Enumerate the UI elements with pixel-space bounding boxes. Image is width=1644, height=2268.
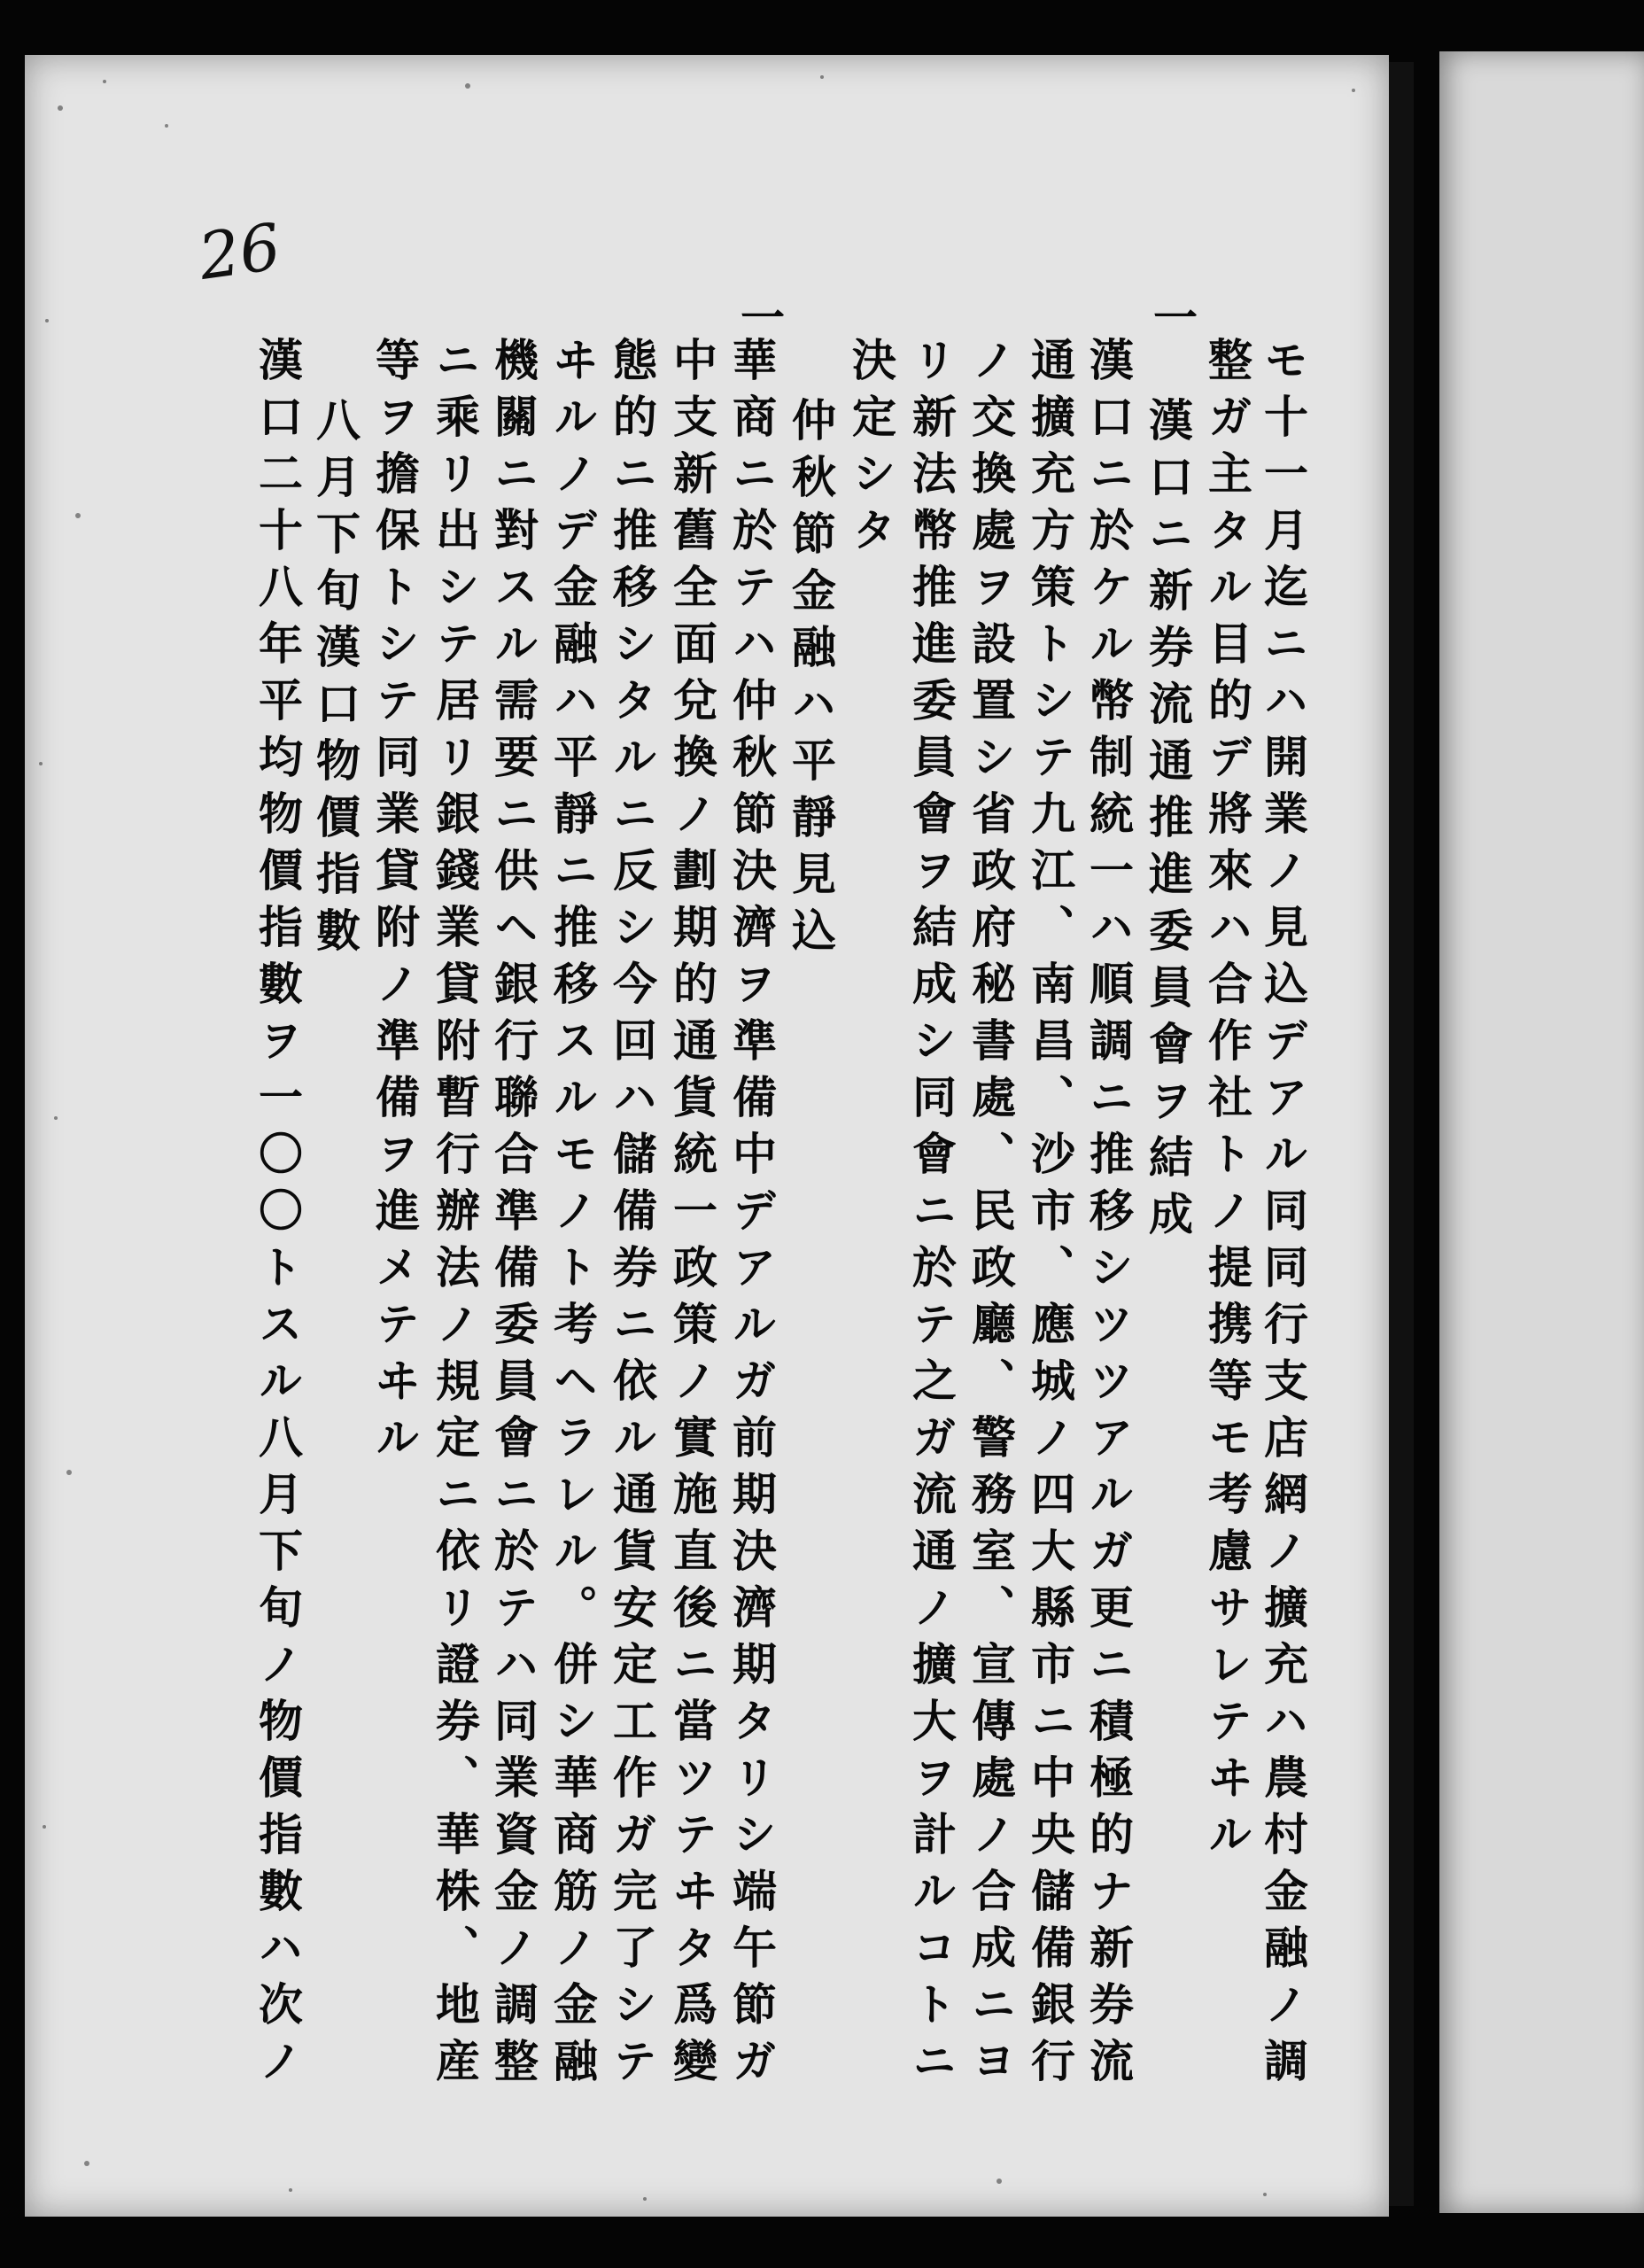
text-column: ヰルノデ金融ハ平靜ニ推移スルモノト考ヘラレル。併シ華商筋ノ金融: [547, 337, 599, 2094]
text-column: ノ交換處ヲ設置シ省政府秘書處、民政廳、警務室、宣傳處ノ合成ニヨ: [965, 337, 1017, 2094]
text-column: 漢口二十八年平均物價指數ヲ一〇〇トスル八月下旬ノ物價指數ハ次ノ: [252, 337, 304, 2094]
text-column: 機關ニ對スル需要ニ供ヘ銀行聯合準備委員會ニ於テハ同業資金ノ調整: [487, 337, 539, 2094]
text-column: 仲秋節金融ハ平靜見込: [785, 397, 837, 964]
page-gutter: [1389, 62, 1414, 2206]
section-marker: 一: [733, 294, 786, 351]
text-column: 漢口ニ於ケル幣制統一ハ順調ニ推移シツツアルガ更ニ積極的ナ新券流: [1082, 337, 1135, 2094]
text-column: 整ガ主タル目的デ將來ハ合作社トノ提携等モ考慮サレテヰル: [1201, 337, 1253, 1868]
section-marker: 一: [1146, 294, 1198, 351]
text-column: 漢口ニ新券流通推進委員會ヲ結成: [1142, 397, 1194, 1247]
text-column: 八月下旬漢口物價指數: [309, 397, 361, 964]
text-column: ニ乘リ出シテ居リ銀錢業貸附暫行辦法ノ規定ニ依リ證券、華株、地産: [429, 337, 481, 2094]
text-column: モ十一月迄ニハ開業ノ見込デアル同同行支店網ノ擴充ハ農村金融ノ調: [1257, 337, 1309, 2094]
text-column: 決定シタ: [845, 337, 897, 563]
text-column: 中支新舊全面兌換ノ劃期的通貨統一政策ノ實施直後ニ當ツテヰタ爲變: [666, 337, 718, 2094]
text-column: 等ヲ擔保トシテ同業貸附ノ準備ヲ進メテヰル: [368, 337, 421, 1471]
text-column: 態的ニ推移シタルニ反シ今回ハ儲備券ニ依ル通貨安定工作ガ完了シテ: [606, 337, 658, 2094]
text-column: リ新法幣推進委員會ヲ結成シ同會ニ於テ之ガ流通ノ擴大ヲ計ルコトニ: [905, 337, 958, 2094]
text-column: 華商ニ於テハ仲秋節決濟ヲ準備中デアルガ前期決濟期タリシ端午節ガ: [725, 337, 778, 2094]
adjacent-page: [1439, 51, 1644, 2213]
page-number: 26: [194, 209, 285, 294]
text-column: 通擴充方策トシテ九江、南昌、沙市、應城ノ四大縣市ニ中央儲備銀行: [1024, 337, 1076, 2094]
